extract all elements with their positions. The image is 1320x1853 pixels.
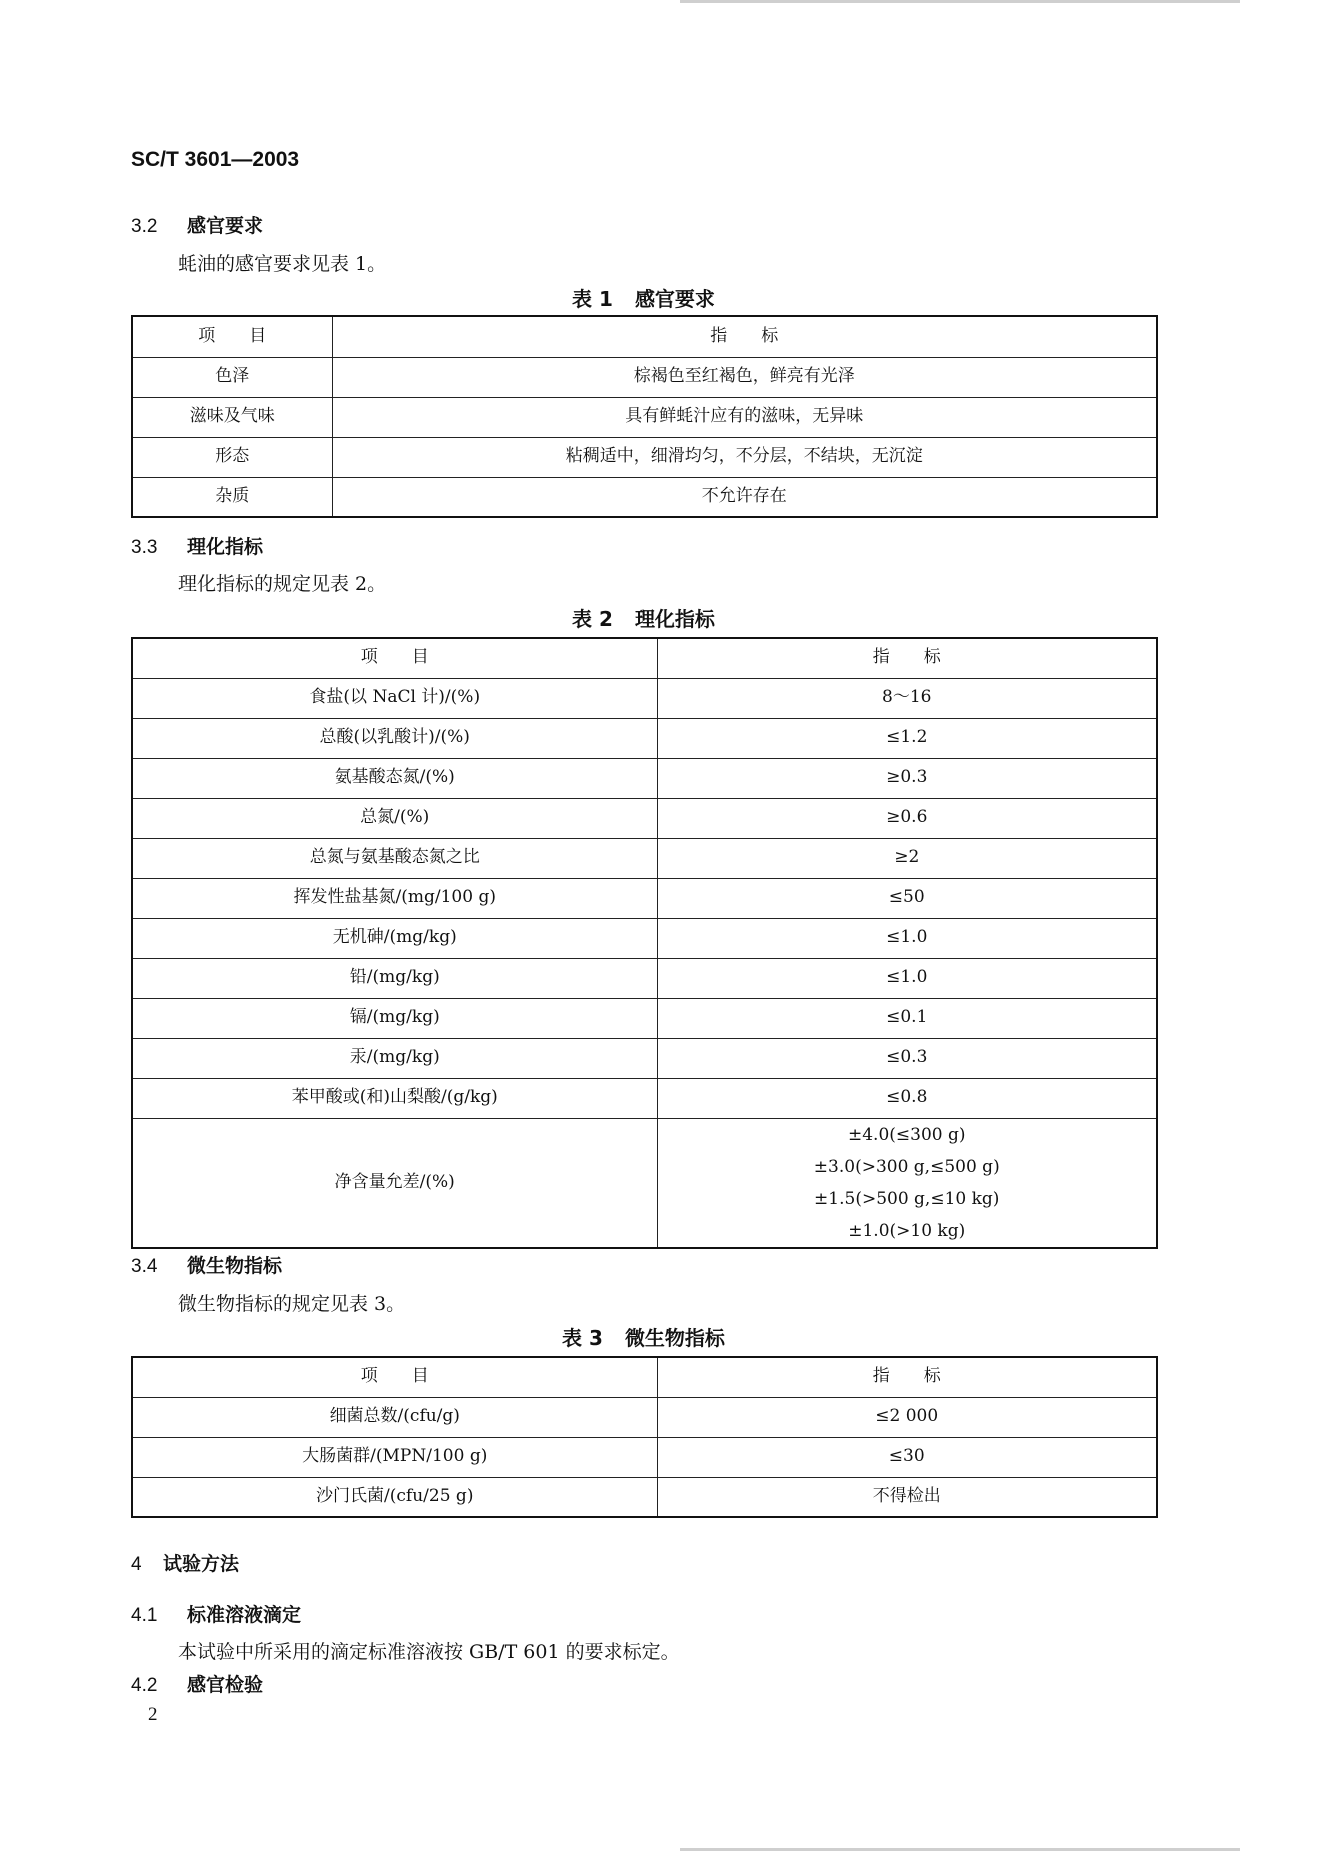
header-item: 项 目 [132,316,332,357]
table-row [132,397,1157,437]
section-3-3-text: 理化指标的规定见表 2。 [178,573,387,595]
row-item: 滋味及气味 [132,397,332,437]
document-code: SC/T 3601—2003 [131,148,300,171]
section-4-1-heading [131,1600,301,1627]
table-row [132,798,1157,838]
table-row [132,1477,1157,1517]
table-row [132,1078,1157,1118]
caption-number: 表 2 [572,607,613,631]
table3-caption [131,1322,1156,1351]
section-4-2-heading [131,1670,263,1697]
table-header-row [132,316,1157,357]
row-item: 细菌总数/(cfu/g) [132,1397,657,1437]
table-row [132,1437,1157,1477]
row-value: ≤30 [657,1437,1157,1477]
row-value: ≥0.6 [657,798,1157,838]
scan-artifact [680,0,1240,3]
row-value: 具有鲜蚝汁应有的滋味，无异味 [332,397,1157,437]
section-3-4-text: 微生物指标的规定见表 3。 [178,1293,406,1315]
net-tolerance-line: ±1.0(>10 kg) [848,1220,966,1241]
caption-title: 微生物指标 [624,1326,725,1350]
table-header-row [132,1357,1157,1397]
section-title: 理化指标 [187,536,264,558]
header-item: 项 目 [132,1357,657,1397]
section-3-3-heading [131,532,263,559]
net-tolerance-line: ±4.0(≤300 g) [847,1124,966,1145]
row-item: 苯甲酸或(和)山梨酸/(g/kg) [132,1078,657,1118]
section-number: 3.4 [131,1256,158,1277]
table-row [132,838,1157,878]
section-number: 4.1 [131,1605,158,1626]
caption-title: 理化指标 [634,607,715,631]
section-title: 感官要求 [187,215,264,237]
section-4-heading [131,1549,239,1576]
section-title: 感官检验 [187,1674,264,1696]
row-value: ≤1.0 [657,918,1157,958]
section-title: 标准溶液滴定 [187,1604,302,1626]
section-3-2-heading [131,211,263,238]
row-value: 棕褐色至红褐色，鲜亮有光泽 [332,357,1157,397]
page-number: 2 [148,1704,158,1725]
row-value: ≤0.1 [657,998,1157,1038]
row-item: 总氮/(%) [132,798,657,838]
section-3-2-text: 蚝油的感官要求见表 1。 [178,253,387,275]
row-item: 大肠菌群/(MPN/100 g) [132,1437,657,1477]
section-number: 4.2 [131,1675,158,1696]
row-item: 总氮与氨基酸态氮之比 [132,838,657,878]
row-value: ≤0.3 [657,1038,1157,1078]
row-item: 沙门氏菌/(cfu/25 g) [132,1477,657,1517]
table-row [132,357,1157,397]
section-number: 3.3 [131,537,158,558]
caption-number: 表 3 [562,1326,603,1350]
table-row [132,477,1157,517]
row-value: ≤1.2 [657,718,1157,758]
table1-caption [131,283,1156,312]
section-4-1-text: 本试验中所采用的滴定标准溶液按 GB/T 601 的要求标定。 [178,1641,680,1663]
section-title: 微生物指标 [187,1255,283,1277]
table3-microbiological [131,1356,1158,1518]
net-tolerance-line: ±3.0(>300 g,≤500 g) [813,1156,1000,1177]
row-value: ≤1.0 [657,958,1157,998]
row-value: ≤50 [657,878,1157,918]
table-row [132,718,1157,758]
section-number: 4 [131,1554,142,1575]
row-value: 粘稠适中，细滑均匀，不分层，不结块，无沉淀 [332,437,1157,477]
net-tolerance-line: ±1.5(>500 g,≤10 kg) [814,1188,1000,1209]
row-item: 色泽 [132,357,332,397]
header-indicator: 指 标 [657,638,1157,678]
header-indicator: 指 标 [657,1357,1157,1397]
scan-artifact [680,1848,1240,1851]
row-item: 镉/(mg/kg) [132,998,657,1038]
row-value: 不允许存在 [332,477,1157,517]
table2-caption [131,603,1156,632]
row-value: ≥0.3 [657,758,1157,798]
row-value: ≤2 000 [657,1397,1157,1437]
section-number: 3.2 [131,216,158,237]
table-row [132,1397,1157,1437]
table-row [132,678,1157,718]
row-value-multiline [657,1118,1157,1248]
row-value: ≤0.8 [657,1078,1157,1118]
table1-sensory [131,315,1158,518]
row-value: ≥2 [657,838,1157,878]
table-header-row [132,638,1157,678]
row-value: 8～16 [657,678,1157,718]
header-item: 项 目 [132,638,657,678]
header-indicator: 指 标 [332,316,1157,357]
row-item: 无机砷/(mg/kg) [132,918,657,958]
row-item: 杂质 [132,477,332,517]
row-item: 铅/(mg/kg) [132,958,657,998]
section-3-4-heading [131,1251,282,1278]
caption-title: 感官要求 [634,287,715,311]
table-row [132,958,1157,998]
table-row-net-content [132,1118,1157,1248]
row-value: 不得检出 [657,1477,1157,1517]
table-row [132,918,1157,958]
caption-number: 表 1 [572,287,613,311]
table2-physicochemical [131,637,1158,1249]
row-item: 汞/(mg/kg) [132,1038,657,1078]
table-row [132,878,1157,918]
row-item: 净含量允差/(%) [132,1118,657,1248]
table-row [132,998,1157,1038]
table-row [132,758,1157,798]
row-item: 形态 [132,437,332,477]
row-item: 挥发性盐基氮/(mg/100 g) [132,878,657,918]
row-item: 氨基酸态氮/(%) [132,758,657,798]
row-item: 总酸(以乳酸计)/(%) [132,718,657,758]
table-row [132,437,1157,477]
row-item: 食盐(以 NaCl 计)/(%) [132,678,657,718]
table-row [132,1038,1157,1078]
section-title: 试验方法 [163,1553,240,1575]
